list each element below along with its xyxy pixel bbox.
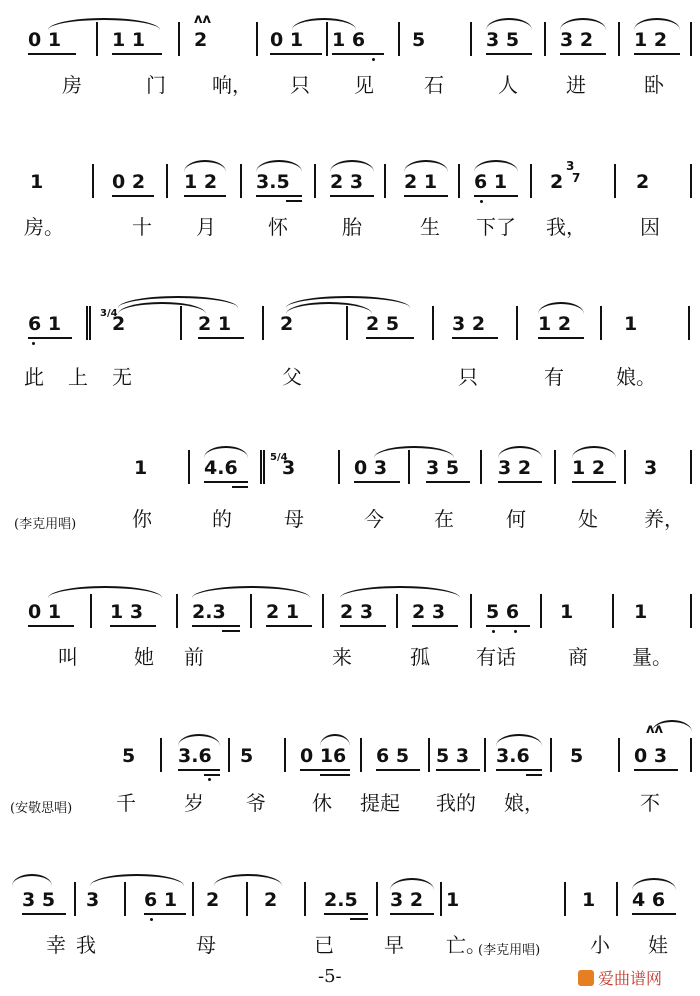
underline <box>634 53 680 55</box>
lyric: 响， <box>212 73 252 97</box>
lyric: 量。 <box>632 645 672 669</box>
lyric: 房。 <box>24 215 64 239</box>
barline <box>250 594 252 628</box>
underline <box>300 769 350 771</box>
lyric: 已 <box>314 933 334 957</box>
barline <box>614 164 616 198</box>
barline <box>564 882 566 916</box>
note-group: 5 <box>570 745 584 767</box>
lyric: 有话 <box>476 645 516 669</box>
underline <box>28 625 74 627</box>
underline <box>538 337 584 339</box>
note-group: 4.6 <box>204 457 238 479</box>
lyric: 娘， <box>504 791 544 815</box>
underline <box>634 769 678 771</box>
lyric: 十 <box>132 215 152 239</box>
note-group: 2 5 <box>366 313 400 335</box>
note-group: 1 <box>582 889 596 911</box>
barline <box>396 594 398 628</box>
note-group: 1 2 <box>538 313 572 335</box>
barline <box>376 882 378 916</box>
underline <box>486 53 532 55</box>
note-group: 0 16 <box>300 745 347 767</box>
barline <box>428 738 430 772</box>
barline <box>688 306 690 340</box>
tie-slur <box>404 160 448 172</box>
lyric: 孤 <box>410 645 430 669</box>
underline <box>426 481 470 483</box>
note-group: 5 <box>240 745 254 767</box>
barline <box>690 164 692 198</box>
underline <box>412 625 458 627</box>
low-octave-dot <box>32 342 35 345</box>
underline <box>350 918 368 920</box>
lyric: 的 <box>212 507 232 531</box>
lyric: 卧 <box>644 73 664 97</box>
barline <box>530 164 532 198</box>
underline <box>330 195 374 197</box>
tie-slur <box>632 878 676 890</box>
underline <box>498 481 542 483</box>
underline <box>486 625 530 627</box>
lyric: 叫 <box>58 645 78 669</box>
note-group: 3 2 <box>498 457 532 479</box>
note-group: 3 2 <box>452 313 486 335</box>
barline <box>480 450 482 484</box>
barline <box>624 450 626 484</box>
note-group: 6 5 <box>376 745 410 767</box>
lyric: 因 <box>640 215 660 239</box>
lyric: 母 <box>284 507 304 531</box>
underline <box>366 337 414 339</box>
barline <box>554 450 556 484</box>
lyric: 娘。 <box>616 365 656 389</box>
singer-label: (李克用唱) <box>478 943 541 958</box>
note-group: 1 <box>634 601 648 623</box>
note-group: 0 1 <box>28 29 62 51</box>
barline <box>408 450 410 484</box>
low-octave-dot <box>480 200 483 203</box>
barline <box>74 882 76 916</box>
note-group: 0 3 <box>634 745 668 767</box>
note-group: 5 <box>122 745 136 767</box>
tie-slur <box>48 586 162 598</box>
barline <box>360 738 362 772</box>
lyric: 怀 <box>268 215 288 239</box>
lyric: 来 <box>332 645 352 669</box>
grace-note: 3 <box>566 159 575 173</box>
barline <box>338 450 340 484</box>
barline <box>440 882 442 916</box>
barline <box>516 306 518 340</box>
note-group: 1 <box>446 889 460 911</box>
lyric: 娃 <box>648 933 668 957</box>
lyric: 只 <box>290 73 310 97</box>
note-group: 6 1 <box>474 171 508 193</box>
underline <box>632 913 676 915</box>
lyric: 养， <box>644 507 684 531</box>
underline <box>436 769 480 771</box>
underline <box>560 53 606 55</box>
barline <box>690 22 692 56</box>
note-group: 1 6 <box>332 29 366 51</box>
note-group: 2 1 <box>266 601 300 623</box>
barline <box>166 164 168 198</box>
barline <box>690 738 692 772</box>
lyric: 下了 <box>476 215 516 239</box>
low-octave-dot <box>372 58 375 61</box>
tempo-mark: 5/4 <box>270 452 288 463</box>
lyric: 提起 <box>360 791 400 815</box>
lyric: 有 <box>544 365 564 389</box>
barline <box>618 22 620 56</box>
low-octave-dot <box>492 630 495 633</box>
note-group: 2 3 <box>340 601 374 623</box>
note-group: 3 2 <box>560 29 594 51</box>
lyric: 爷 <box>246 791 266 815</box>
underline <box>178 769 220 771</box>
note-group: 1 <box>560 601 574 623</box>
lyric: 父 <box>282 365 302 389</box>
note-group: 3 5 <box>22 889 56 911</box>
underline <box>324 913 368 915</box>
note-group: 2.5 <box>324 889 358 911</box>
tie-slur <box>634 18 680 30</box>
lyric: 见 <box>354 73 374 97</box>
barline <box>346 306 348 340</box>
note-group: 1 <box>134 457 148 479</box>
lyric: 生 <box>420 215 440 239</box>
underline <box>184 195 226 197</box>
lyric: 人 <box>498 73 518 97</box>
underline <box>390 913 434 915</box>
lyric: 无 <box>112 365 132 389</box>
barline <box>256 22 258 56</box>
note-group: 5 <box>412 29 426 51</box>
barline <box>228 738 230 772</box>
tie-slur <box>256 160 302 172</box>
barline <box>484 738 486 772</box>
underline <box>340 625 386 627</box>
barline <box>246 882 248 916</box>
note-group: 2 1 <box>198 313 232 335</box>
tie-slur <box>90 874 184 886</box>
lyric: 早 <box>384 933 404 957</box>
note-group: 2 1 <box>404 171 438 193</box>
tie-slur <box>214 874 282 886</box>
note-group: 1 <box>624 313 638 335</box>
tie-slur <box>560 18 606 30</box>
lyric: 她前 <box>134 645 234 669</box>
barline <box>176 594 178 628</box>
underline <box>496 769 542 771</box>
ornament-mark: ʌʌ <box>646 722 663 737</box>
barline <box>284 738 286 772</box>
barline <box>398 22 400 56</box>
note-group: 5 3 <box>436 745 470 767</box>
lyric: 小 <box>590 933 610 957</box>
singer-label: (安敬思唱) <box>10 801 73 816</box>
singer-label: (李克用唱) <box>14 517 77 532</box>
tie-slur <box>330 160 374 172</box>
underline <box>22 913 66 915</box>
note-group: 0 2 <box>112 171 146 193</box>
tempo-mark: 3/4 <box>100 308 118 319</box>
low-octave-dot <box>208 778 211 781</box>
underline <box>222 630 240 632</box>
note-group: 2 <box>636 171 650 193</box>
music-note-icon <box>578 970 594 986</box>
tie-slur <box>474 160 518 172</box>
lyric: 商 <box>568 645 588 669</box>
barline <box>384 164 386 198</box>
note-group: 2 <box>206 889 220 911</box>
note-group: 3.6 <box>178 745 212 767</box>
note-group: 2 3 <box>412 601 446 623</box>
barline <box>470 22 472 56</box>
note-group: 2 <box>280 313 294 335</box>
lyric: 休 <box>312 791 332 815</box>
lyric: 在 <box>434 507 454 531</box>
barline <box>188 450 190 484</box>
barline <box>262 306 264 340</box>
barline <box>86 306 91 340</box>
lyric: 处 <box>578 507 598 531</box>
underline <box>198 337 244 339</box>
underline <box>28 337 72 339</box>
underline <box>204 481 248 483</box>
note-group: 3 2 <box>390 889 424 911</box>
note-group: 3 <box>282 457 296 479</box>
lyric: 不 <box>640 791 660 815</box>
underline <box>144 913 186 915</box>
note-group: 6 1 <box>144 889 178 911</box>
barline <box>260 450 265 484</box>
lyric: 何 <box>506 507 526 531</box>
note-group: 6 1 <box>28 313 62 335</box>
note-group: 3 5 <box>426 457 460 479</box>
lyric: 门 <box>146 73 166 97</box>
tie-slur <box>12 874 52 886</box>
barline <box>326 22 328 56</box>
watermark-text: 爱曲谱网 <box>598 969 663 988</box>
tie-slur <box>486 18 532 30</box>
underline <box>526 774 542 776</box>
lyric: 今 <box>364 507 384 531</box>
low-octave-dot <box>150 918 153 921</box>
barline <box>616 882 618 916</box>
tie-slur <box>178 734 220 746</box>
watermark-logo <box>578 966 662 989</box>
underline <box>110 625 156 627</box>
note-group: 5 6 <box>486 601 520 623</box>
underline <box>232 486 248 488</box>
underline <box>28 53 76 55</box>
barline <box>470 594 472 628</box>
tie-slur <box>498 446 542 458</box>
barline <box>690 450 692 484</box>
underline <box>270 53 322 55</box>
lyric: 我的 <box>436 791 476 815</box>
note-group: 2 <box>550 171 564 193</box>
note-group: 0 3 <box>354 457 388 479</box>
barline <box>314 164 316 198</box>
barline <box>180 306 182 340</box>
barline <box>92 164 94 198</box>
underline <box>266 625 312 627</box>
ornament-mark: ʌʌ <box>194 12 211 27</box>
barline <box>192 882 194 916</box>
underline <box>192 625 240 627</box>
tie-slur <box>572 446 616 458</box>
underline <box>572 481 616 483</box>
note-group: 2 <box>112 313 126 335</box>
note-group: 4 6 <box>632 889 666 911</box>
barline <box>240 164 242 198</box>
tie-slur <box>390 878 434 890</box>
underline <box>320 774 350 776</box>
note-group: 1 2 <box>634 29 668 51</box>
underline <box>112 195 154 197</box>
note-group: 1 3 <box>110 601 144 623</box>
page-number: -5- <box>318 966 342 987</box>
underline <box>332 53 384 55</box>
underline <box>376 769 420 771</box>
barline <box>540 594 542 628</box>
lyric: 你 <box>132 507 152 531</box>
tie-slur <box>340 586 460 598</box>
barline <box>612 594 614 628</box>
underline <box>354 481 400 483</box>
lyric: 岁 <box>184 791 204 815</box>
barline <box>432 306 434 340</box>
note-group: 2 3 <box>330 171 364 193</box>
ornament-mark: 7 <box>572 171 581 185</box>
note-group: 2.3 <box>192 601 226 623</box>
lyric: 我， <box>546 215 586 239</box>
tie-slur <box>184 160 226 172</box>
note-group: 1 2 <box>572 457 606 479</box>
lyric: 房 <box>62 73 82 97</box>
underline <box>112 53 162 55</box>
tie-slur <box>496 734 542 746</box>
barline <box>304 882 306 916</box>
lyric: 石 <box>424 73 444 97</box>
note-group: 0 1 <box>270 29 304 51</box>
lyric: 亡。 <box>446 933 486 957</box>
tie-slur <box>204 446 248 458</box>
underline <box>256 195 302 197</box>
note-group: 1 <box>30 171 44 193</box>
lyric: 胎 <box>342 215 362 239</box>
tie-slur <box>320 734 350 746</box>
note-group: 3.6 <box>496 745 530 767</box>
note-group: 1 2 <box>184 171 218 193</box>
barline <box>322 594 324 628</box>
lyric: 进 <box>566 73 586 97</box>
barline <box>458 164 460 198</box>
lyric: 月 <box>196 215 216 239</box>
barline <box>160 738 162 772</box>
underline <box>404 195 448 197</box>
barline <box>600 306 602 340</box>
barline <box>690 594 692 628</box>
barline <box>618 738 620 772</box>
note-group: 3 <box>86 889 100 911</box>
lyric: 母 <box>196 933 216 957</box>
underline <box>452 337 498 339</box>
note-group: 3.5 <box>256 171 290 193</box>
lyric: 千 <box>116 791 136 815</box>
barline <box>544 22 546 56</box>
note-group: 3 5 <box>486 29 520 51</box>
low-octave-dot <box>514 630 517 633</box>
note-group: 3 <box>644 457 658 479</box>
underline <box>474 195 518 197</box>
lyric: 此上 <box>24 365 112 389</box>
underline <box>286 200 302 202</box>
barline <box>550 738 552 772</box>
lyric: 幸我 <box>46 933 106 957</box>
note-group: 1 1 <box>112 29 146 51</box>
barline <box>90 594 92 628</box>
tie-slur <box>538 302 584 314</box>
lyric: 只 <box>458 365 478 389</box>
barline <box>124 882 126 916</box>
note-group: 2 <box>264 889 278 911</box>
barline <box>178 22 180 56</box>
note-group: 0 1 <box>28 601 62 623</box>
underline <box>204 774 220 776</box>
note-group: 2 <box>194 29 208 51</box>
